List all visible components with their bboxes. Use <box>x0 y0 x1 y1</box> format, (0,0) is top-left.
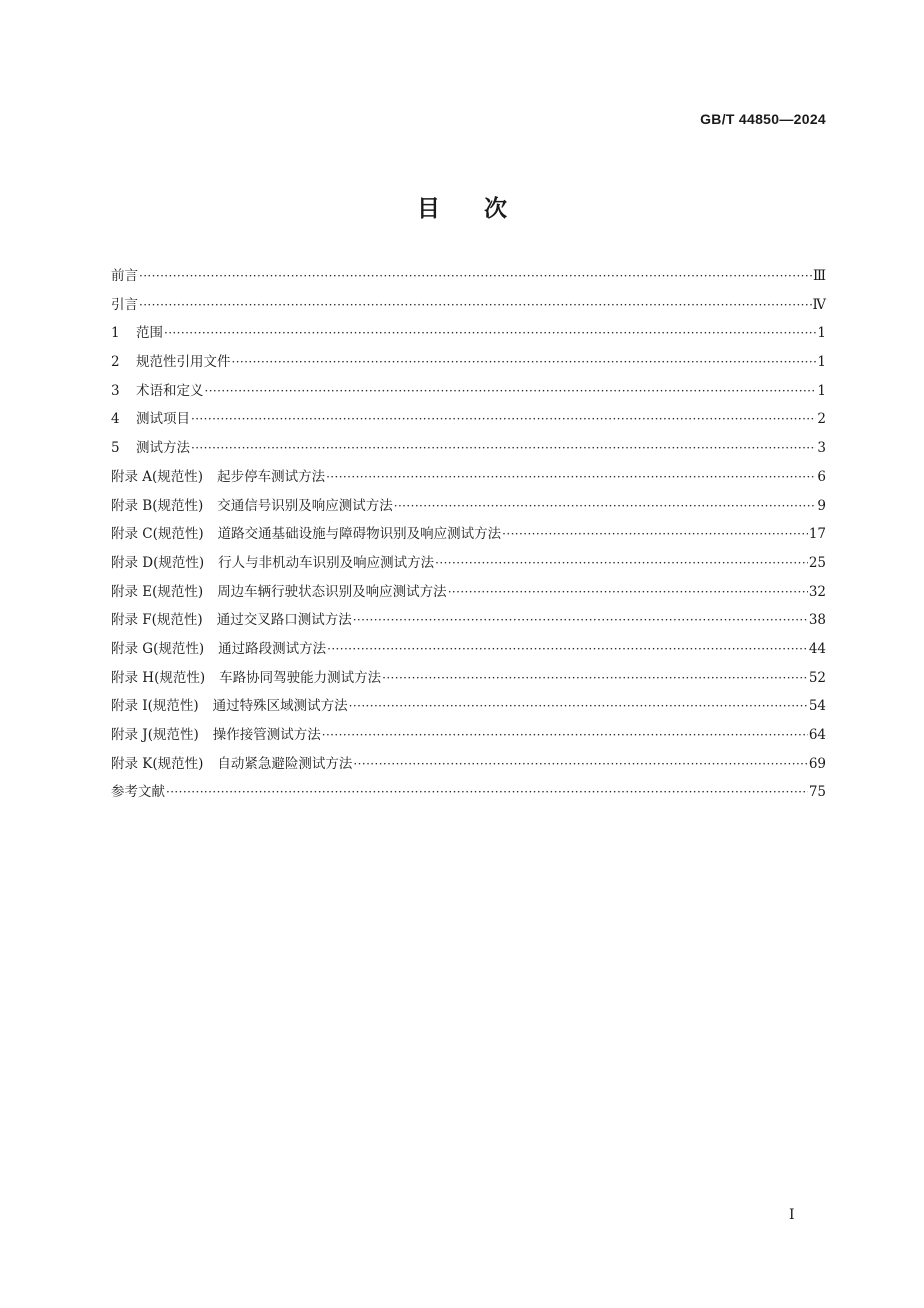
toc-page-number: 3 <box>817 440 826 457</box>
toc-entry[interactable] <box>111 666 826 695</box>
toc-annex-designation: 附录 B(规范性) <box>111 497 204 514</box>
toc-entry[interactable] <box>111 407 826 436</box>
toc-page-number: 64 <box>808 727 826 743</box>
toc-entry-title <box>111 407 190 427</box>
toc-entry-title <box>111 436 190 456</box>
toc-leader-dots <box>326 470 816 484</box>
toc-leader-dots <box>164 326 816 340</box>
toc-entry-label: 交通信号识别及响应测试方法 <box>217 497 393 514</box>
toc-section-number: 5 <box>111 440 120 457</box>
toc-page-number: 1 <box>817 354 826 371</box>
toc-annex-designation: 附录 A(规范性) <box>111 468 204 485</box>
toc-leader-dots <box>502 527 808 541</box>
table-of-contents <box>111 264 826 809</box>
toc-entry[interactable] <box>111 350 826 379</box>
toc-leader-dots <box>139 298 812 312</box>
toc-leader-dots <box>322 728 808 742</box>
toc-page-number: 2 <box>817 411 826 428</box>
toc-page-number: 1 <box>817 325 826 342</box>
toc-page-number: 9 <box>817 497 826 514</box>
toc-page-number: 44 <box>808 640 826 657</box>
toc-page-number: 69 <box>808 755 826 772</box>
toc-leader-dots <box>166 785 808 799</box>
toc-entry[interactable] <box>111 694 826 723</box>
toc-annex-designation: 附录 G(规范性) <box>111 640 205 657</box>
toc-entry[interactable] <box>111 494 826 523</box>
toc-annex-designation: 附录 D(规范性) <box>111 554 205 571</box>
toc-entry-label: 术语和定义 <box>136 382 204 399</box>
toc-entry-title <box>111 321 163 341</box>
toc-page-number: 32 <box>808 583 826 600</box>
toc-entry-title <box>111 293 138 313</box>
toc-entry[interactable] <box>111 637 826 666</box>
toc-entry-label: 测试方法 <box>136 440 190 457</box>
toc-annex-designation: 附录 H(规范性) <box>111 669 206 686</box>
toc-entry[interactable] <box>111 264 826 293</box>
toc-entry-title <box>111 494 393 514</box>
toc-entry[interactable] <box>111 608 826 637</box>
toc-entry-label: 测试项目 <box>136 411 190 428</box>
toc-leader-dots <box>448 585 808 599</box>
toc-page-number: 17 <box>808 526 826 543</box>
toc-section-number: 4 <box>111 411 120 428</box>
toc-leader-dots <box>394 499 817 513</box>
toc-entry[interactable] <box>111 436 826 465</box>
toc-entry-label: 参考文献 <box>111 784 165 801</box>
toc-annex-designation: 附录 J(规范性) <box>111 727 199 743</box>
toc-entry-label: 引言 <box>111 296 138 313</box>
toc-section-number: 1 <box>111 325 120 342</box>
toc-entry-label: 通过特殊区域测试方法 <box>212 698 348 715</box>
toc-entry[interactable] <box>111 752 826 781</box>
toc-page-number: 52 <box>808 669 826 686</box>
toc-annex-designation: 附录 C(规范性) <box>111 526 204 543</box>
toc-page-number: Ⅲ <box>812 268 826 284</box>
toc-section-number: 3 <box>111 382 120 399</box>
toc-entry-label: 车路协同驾驶能力测试方法 <box>219 669 382 686</box>
toc-annex-designation: 附录 I(规范性) <box>111 698 199 715</box>
toc-leader-dots <box>191 441 816 455</box>
toc-section-number: 2 <box>111 354 120 371</box>
toc-leader-dots <box>349 699 808 713</box>
toc-leader-dots <box>353 613 808 627</box>
toc-entry[interactable] <box>111 780 826 809</box>
toc-entry-label: 规范性引用文件 <box>136 354 231 371</box>
toc-leader-dots <box>191 412 816 426</box>
toc-entry[interactable] <box>111 551 826 580</box>
toc-annex-designation: 附录 E(规范性) <box>111 583 204 600</box>
toc-leader-dots <box>353 757 807 771</box>
toc-entry-label: 前言 <box>111 268 138 284</box>
toc-page-number: 1 <box>817 382 826 399</box>
toc-entry-title <box>111 752 352 772</box>
toc-entry[interactable] <box>111 379 826 408</box>
toc-page-number: 6 <box>817 468 826 485</box>
toc-entry-title <box>111 694 348 714</box>
toc-entry-label: 自动紧急避险测试方法 <box>217 755 353 772</box>
toc-entry-title <box>111 264 138 284</box>
toc-entry[interactable] <box>111 293 826 322</box>
toc-entry[interactable] <box>111 465 826 494</box>
toc-entry-title <box>111 723 321 743</box>
toc-page-number: Ⅳ <box>812 296 826 313</box>
toc-leader-dots <box>139 269 812 283</box>
toc-entry-title <box>111 350 231 370</box>
toc-entry[interactable] <box>111 321 826 350</box>
page-title: 目次 <box>417 196 551 222</box>
toc-leader-dots <box>435 556 808 570</box>
toc-page-number: 25 <box>808 554 826 571</box>
toc-entry-title <box>111 780 165 800</box>
toc-entry-label: 周边车辆行驶状态识别及响应测试方法 <box>217 583 447 600</box>
toc-page-number: 38 <box>808 612 826 629</box>
toc-entry-title <box>111 379 204 399</box>
toc-leader-dots <box>205 384 817 398</box>
toc-entry[interactable] <box>111 580 826 609</box>
toc-annex-designation: 附录 F(规范性) <box>111 612 203 629</box>
toc-entry-label: 通过交叉路口测试方法 <box>216 612 352 629</box>
toc-entry-title <box>111 666 381 686</box>
toc-entry-label: 起步停车测试方法 <box>217 468 326 485</box>
toc-annex-designation: 附录 K(规范性) <box>111 755 204 772</box>
toc-entry-title <box>111 522 501 542</box>
standard-number: GB/T 44850—2024 <box>700 111 826 127</box>
toc-entry-label: 道路交通基础设施与障碍物识别及响应测试方法 <box>217 526 502 543</box>
toc-entry-title <box>111 637 326 657</box>
toc-entry-label: 范围 <box>136 325 163 342</box>
toc-entry-label: 操作接管测试方法 <box>212 727 321 743</box>
toc-entry-label: 行人与非机动车识别及响应测试方法 <box>218 554 435 571</box>
toc-entry-title <box>111 551 434 571</box>
toc-entry-title <box>111 608 352 628</box>
toc-leader-dots <box>382 671 808 685</box>
toc-entry[interactable] <box>111 522 826 551</box>
toc-page-number: 75 <box>808 784 826 801</box>
toc-entry[interactable] <box>111 723 826 752</box>
toc-entry-label: 通过路段测试方法 <box>218 640 327 657</box>
toc-entry-title <box>111 465 325 485</box>
toc-leader-dots <box>232 355 817 369</box>
toc-entry-title <box>111 580 447 600</box>
toc-page-number: 54 <box>808 698 826 715</box>
toc-leader-dots <box>327 642 808 656</box>
page-number: I <box>789 1207 795 1223</box>
